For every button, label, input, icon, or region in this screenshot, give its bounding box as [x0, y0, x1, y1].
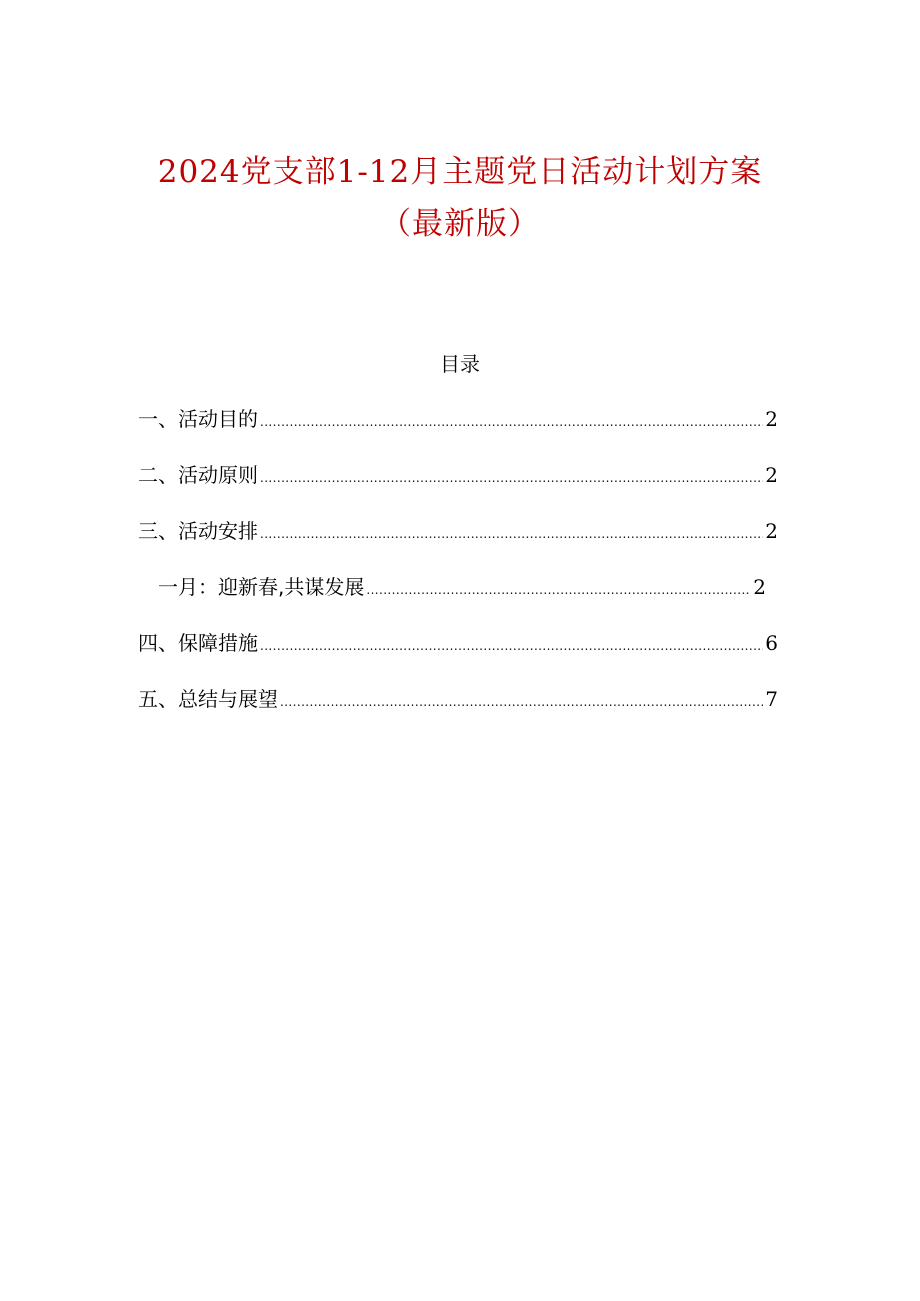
- toc-page-number: 2: [765, 407, 778, 431]
- toc-dot-leader: [280, 688, 763, 716]
- toc-page-number: 2: [753, 575, 766, 599]
- toc-entry-label: 五、总结与展望: [138, 687, 278, 711]
- toc-entry-principles[interactable]: [138, 461, 778, 489]
- document-title: [60, 146, 860, 250]
- toc-entry-january[interactable]: [158, 573, 766, 601]
- toc-dot-leader: [260, 464, 763, 492]
- toc-dot-leader: [260, 408, 763, 436]
- toc-dot-leader: [260, 632, 763, 660]
- toc-page-number: 7: [765, 687, 778, 711]
- toc-entry-label: 三、活动安排: [138, 519, 258, 543]
- toc-dot-leader: [366, 576, 751, 604]
- title-line-1: 2024党支部1-12月主题党日活动计划方案: [157, 154, 763, 190]
- toc-page-number: 2: [765, 519, 778, 543]
- toc-dot-leader: [260, 520, 763, 548]
- toc-page-number: 6: [765, 631, 778, 655]
- toc-entry-label: 四、保障措施: [138, 631, 258, 655]
- toc-entry-label: 一、活动目的: [138, 407, 258, 431]
- toc-entry-arrangements[interactable]: [138, 517, 778, 545]
- toc-entry-safeguards[interactable]: [138, 629, 778, 657]
- toc-entry-label: 一月：迎新春,共谋发展: [158, 575, 365, 599]
- title-line-2: （最新版）: [380, 206, 540, 242]
- toc-entry-label: 二、活动原则: [138, 463, 258, 487]
- toc-entry-objectives[interactable]: [138, 405, 778, 433]
- toc-heading: 目录: [440, 352, 480, 376]
- toc-page-number: 2: [765, 463, 778, 487]
- toc-entry-summary[interactable]: [138, 685, 778, 713]
